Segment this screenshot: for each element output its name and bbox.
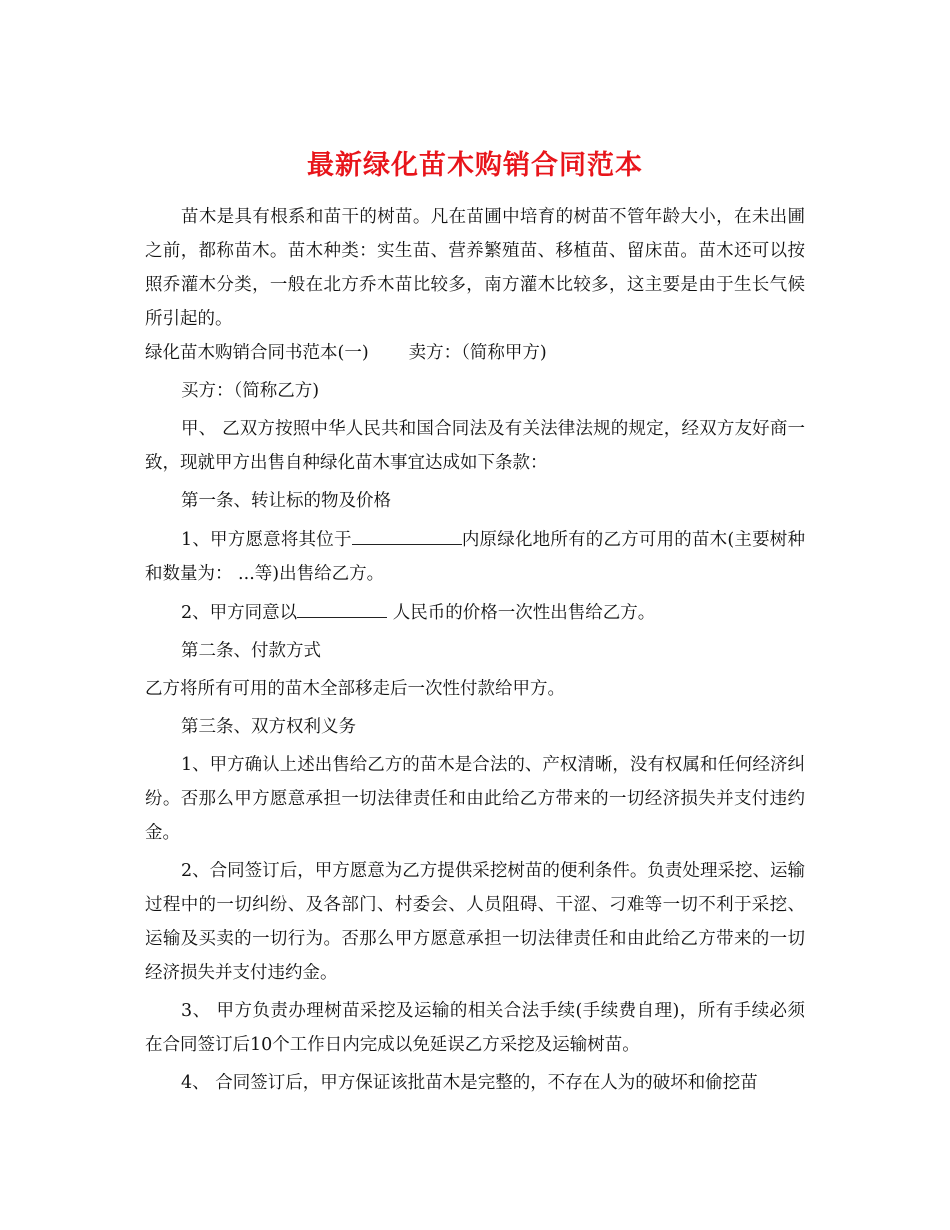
article3-item3: 3、 甲方负责办理树苗采挖及运输的相关合法手续(手续费自理)，所有手续必须在合同签订后10个工作日内完成以免延误乙方采挖及运输树苗。 [145, 1001, 805, 1055]
contract-heading-line [145, 336, 805, 370]
article1-title: 第一条、转让标的物及价格 [181, 491, 391, 511]
article3-item2: 2、合同签订后，甲方愿意为乙方提供采挖树苗的便利条件。负责处理采挖、运输过程中的一切纠纷、及各部门、村委会、人员阻碍、干涩、刁难等一切不利于采挖、运输及买卖的一切行为。否那么甲方愿意承担一切法律责任和由此给乙方带来的一切经济损失并支付违约金。 [145, 861, 805, 983]
article1-item1 [145, 522, 805, 591]
document-title: 最新绿化苗木购销合同范本 [307, 150, 643, 182]
intro-paragraph: 苗木是具有根系和苗干的树苗。凡在苗圃中培育的树苗不管年龄大小，在未出圃之前，都称苗木。苗木种类：实生苗、营养繁殖苗、移植苗、留床苗。苗木还可以按照乔灌木分类，一般在北方乔木苗比较多，南方灌木比较多，这主要是由于生长气候所引起的。 [145, 207, 805, 329]
document-body [145, 200, 805, 1100]
preamble-paragraph: 甲、 乙双方按照中华人民共和国合同法及有关法律法规的规定，经双方友好商一致，现就甲方出售自种绿化苗木事宜达成如下条款： [145, 419, 805, 473]
article3-item4: 4、 合同签订后，甲方保证该批苗木是完整的，不存在人为的破坏和偷挖苗 [181, 1073, 758, 1093]
article3-item1: 1、甲方确认上述出售给乙方的苗木是合法的、产权清晰，没有权属和任何经济纠纷。否那么甲方愿意承担一切法律责任和由此给乙方带来的一切经济损失并支付违约金。 [145, 755, 805, 843]
article2-title: 第二条、付款方式 [181, 641, 321, 661]
article2-text: 乙方将所有可用的苗木全部移走后一次性付款给甲方。 [145, 679, 565, 699]
article1-item2-pre: 2、甲方同意以 [181, 603, 298, 623]
price-blank [297, 595, 387, 618]
article1-item2-post: 人民币的价格一次性出售给乙方。 [387, 603, 656, 623]
contract-heading: 绿化苗木购销合同书范本(一) [145, 343, 369, 363]
article1-item1-post: 内原绿化地所有的乙方可用的苗木(主要树种和数量为： ...等)出售给乙方。 [145, 530, 806, 584]
article1-item2 [145, 595, 805, 630]
article3-title: 第三条、双方权利义务 [181, 717, 356, 737]
article1-item1-pre: 1、甲方愿意将其位于 [181, 530, 352, 550]
buyer-label: 买方：（简称乙方) [181, 381, 320, 401]
location-blank [352, 522, 462, 545]
seller-label: 卖方：（简称甲方) [408, 343, 547, 363]
